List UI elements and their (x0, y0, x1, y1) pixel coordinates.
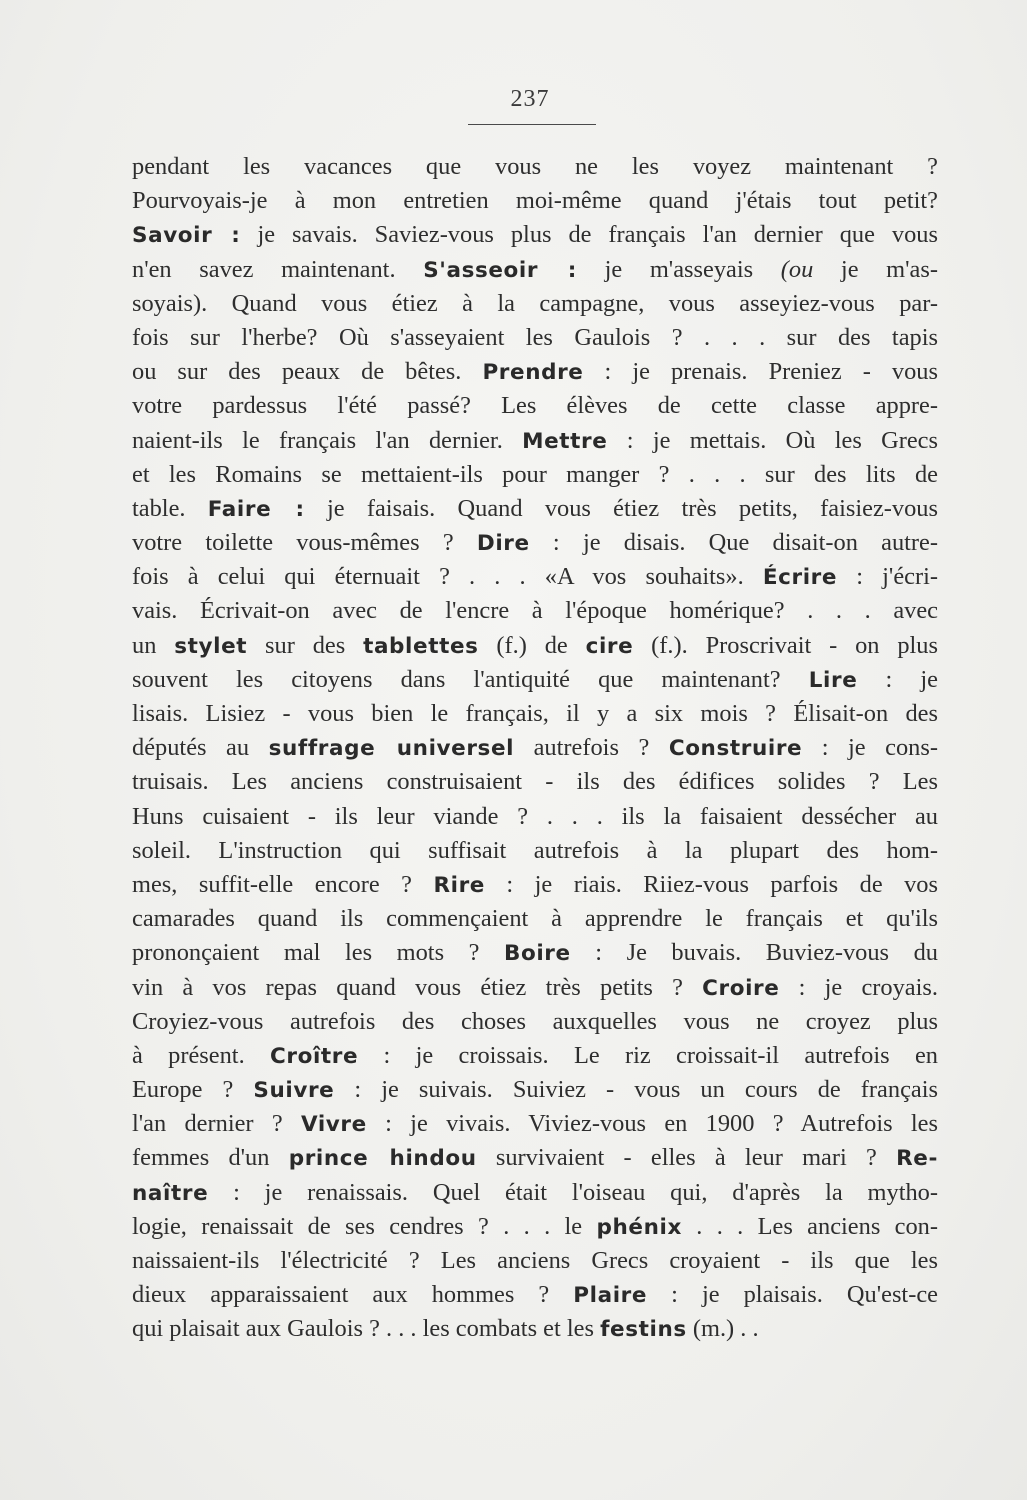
text-line: naître : je renaissais. Quel était l'oiseau qui, d'après la mytho- (132, 1178, 938, 1206)
text-line: camarades quand ils commençaient à apprendre le français et qu'ils (132, 905, 938, 933)
page-number: 237 (510, 86, 550, 112)
text-line: et les Romains se mettaient-ils pour manger ? . . . sur des lits de (132, 460, 938, 488)
keyword-verb: Croire (702, 975, 780, 1001)
text-line: dieux apparaissaient aux hommes ? Plaire : je plaisais. Qu'est-ce (132, 1281, 938, 1309)
page-number-rule (468, 124, 596, 125)
keyword-verb: Mettre (522, 428, 608, 454)
text-line: un stylet sur des tablettes (f.) de cire (f.). Proscrivait - on plus (132, 631, 938, 659)
text-line: députés au suffrage universel autrefois ? Construire : je cons- (132, 734, 938, 762)
keyword-verb: cire (585, 633, 634, 659)
text-line: souvent les citoyens dans l'antiquité que maintenant? Lire : je (132, 665, 938, 693)
text-line: votre pardessus l'été passé? Les élèves de cette classe appre- (132, 392, 938, 420)
text-line: Savoir : je savais. Saviez-vous plus de français l'an dernier que vous (132, 221, 938, 249)
body-text (132, 150, 938, 1347)
keyword-verb: Vivre (300, 1112, 367, 1138)
keyword-verb: Suivre (253, 1078, 335, 1104)
keyword-verb: stylet (174, 633, 248, 659)
keyword-verb: festins (600, 1317, 687, 1343)
text-line: Europe ? Suivre : je suivais. Suiviez - vous un cours de français (132, 1076, 938, 1104)
keyword-verb: Croître (270, 1043, 359, 1069)
italic-text: (ou (780, 255, 814, 283)
keyword-verb: Écrire (762, 565, 838, 591)
text-line: Pourvoyais-je à mon entretien moi-même quand j'étais tout petit? (132, 187, 938, 215)
keyword-verb: phénix (596, 1214, 682, 1240)
keyword-verb: tablettes (363, 633, 479, 659)
text-line: naissaient-ils l'électricité ? Les anciens Grecs croyaient - ils que les (132, 1247, 938, 1274)
text-line: qui plaisait aux Gaulois ? . . . les combats et les festins (m.) . . (132, 1315, 759, 1343)
text-line: naient-ils le français l'an dernier. Mettre : je mettais. Où les Grecs (132, 426, 938, 454)
text-line: soleil. L'instruction qui suffisait autrefois à la plupart des hom- (132, 836, 938, 864)
keyword-verb: S'asseoir : (423, 257, 577, 283)
text-line: fois à celui qui éternuait ? . . . «A vos souhaits». Écrire : j'écri- (132, 563, 938, 591)
keyword-verb: Construire (668, 736, 803, 762)
text-line: mes, suffit-elle encore ? Rire : je riais. Riiez-vous parfois de vos (132, 870, 938, 898)
keyword-verb: Dire (476, 531, 530, 557)
text-line: truisais. Les anciens construisaient - ils des édifices solides ? Les (132, 768, 938, 796)
text-line: Croyiez-vous autrefois des choses auxquelles vous ne croyez plus (132, 1007, 938, 1035)
text-line: table. Faire : je faisais. Quand vous étiez très petits, faisiez-vous (132, 494, 938, 522)
text-line: lisais. Lisiez - vous bien le français, il y a six mois ? Élisait-on des (132, 700, 938, 727)
keyword-verb: suffrage universel (268, 736, 515, 762)
keyword-verb: Faire : (207, 496, 305, 522)
text-line: logie, renaissait de ses cendres ? . . . le phénix . . . Les anciens con- (132, 1212, 938, 1240)
keyword-verb: naître (132, 1180, 209, 1206)
keyword-verb: Boire (503, 941, 571, 967)
text-line: femmes d'un prince hindou survivaient - elles à leur mari ? Re- (132, 1144, 938, 1172)
text-line: vais. Écrivait-on avec de l'encre à l'époque homérique? . . . avec (132, 597, 938, 625)
text-line: prononçaient mal les mots ? Boire : Je buvais. Buviez-vous du (132, 939, 938, 967)
text-line: n'en savez maintenant. S'asseoir : je m'asseyais (ou je m'as- (132, 255, 938, 283)
text-line: l'an dernier ? Vivre : je vivais. Viviez-vous en 1900 ? Autrefois les (132, 1110, 938, 1138)
text-line: fois sur l'herbe? Où s'asseyaient les Gaulois ? . . . sur des tapis (132, 323, 938, 351)
keyword-verb: Savoir : (132, 223, 241, 249)
keyword-verb: Rire (433, 872, 485, 898)
keyword-verb: Re- (896, 1146, 938, 1172)
text-line: à présent. Croître : je croissais. Le riz croissait-il autrefois en (132, 1041, 938, 1069)
text-line: vin à vos repas quand vous étiez très petits ? Croire : je croyais. (132, 973, 938, 1001)
keyword-verb: prince hindou (288, 1146, 477, 1172)
keyword-verb: Lire (808, 667, 858, 693)
keyword-verb: Prendre (482, 360, 584, 386)
text-line: Huns cuisaient - ils leur viande ? . . . ils la faisaient dessécher au (132, 802, 938, 830)
text-line: ou sur des peaux de bêtes. Prendre : je prenais. Preniez - vous (132, 358, 938, 386)
keyword-verb: Plaire (573, 1283, 648, 1309)
text-line: pendant les vacances que vous ne les voyez maintenant ? (132, 153, 938, 180)
text-line: soyais). Quand vous étiez à la campagne, vous asseyiez-vous par- (132, 289, 938, 317)
text-line: votre toilette vous-mêmes ? Dire : je disais. Que disait-on autre- (132, 529, 938, 557)
